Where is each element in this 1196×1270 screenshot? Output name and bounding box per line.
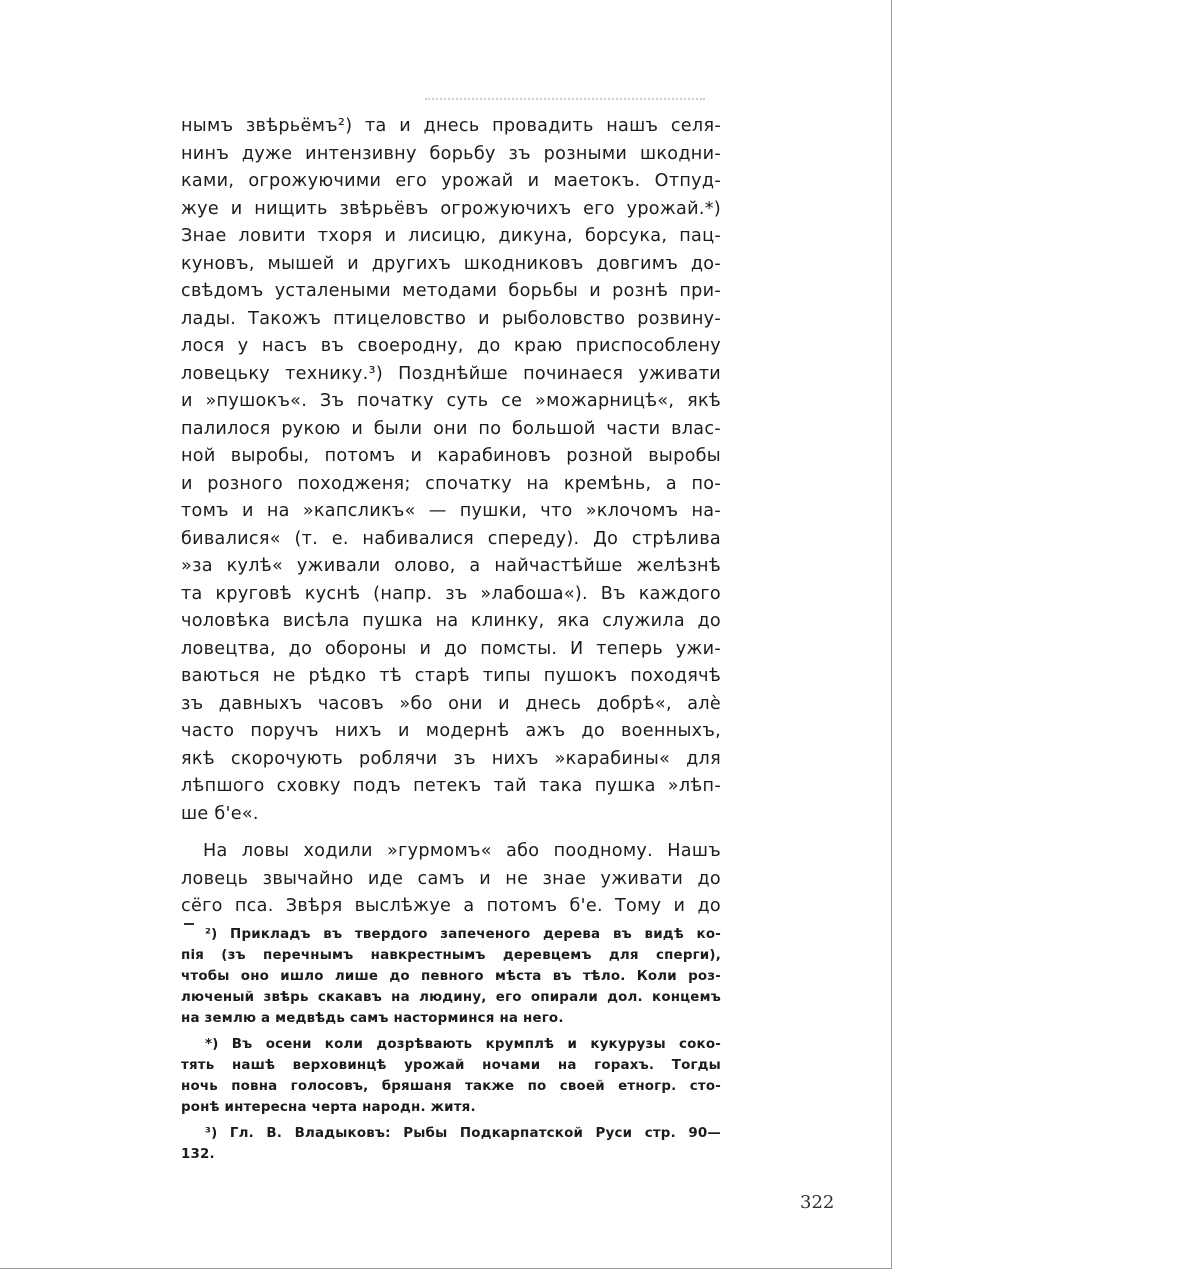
text-line: палилося рукою и были они по большой части влас- [181,418,721,439]
footnote-line: *) Въ осени коли дозрѣвають крумплѣ и кукурузы соко- [205,1037,721,1052]
text-line: и »пушокъ«. Зъ початку суть се »можарницѣ«, якѣ [181,391,721,411]
footnote-line: ронѣ интересна черта народн. житя. [181,1100,476,1115]
text-line: куновъ, мышей и другихъ шкодниковъ довгимъ до- [181,253,721,274]
text-line: ваються не рѣдко тѣ старѣ типы пушокъ походячѣ [181,666,721,686]
text-line: ловецьку технику.³) Позднѣйше починаеся уживати [181,363,721,384]
text-line: та круговѣ куснѣ (напр. зъ »лабоша«). Въ каждого [181,583,721,604]
text-line: якѣ скорочують роблячи зъ нихъ »карабины« для [181,748,721,769]
footnote-line: тять нашѣ верховинцѣ урожай ночами на горахъ. Тогды [181,1058,721,1073]
text-line: »за кулѣ« уживали олово, а найчастѣйше желѣзнѣ [181,556,721,576]
footnote-line: пія (зъ перечнымъ навкрестнымъ деревцемъ для сперги), [181,948,721,963]
text-line: лады. Такожъ птицеловство и рыболовство розвину- [181,308,721,329]
footnote-line: 132. [181,1147,215,1162]
text-line: На ловы ходили »гурмомъ« або поодному. Нашъ [203,841,721,861]
page-number: 322 [800,1192,835,1213]
main-text [181,113,721,921]
text-line: ше б'е«. [181,803,259,824]
text-line: томъ и на »капсликъ« — пушки, что »клочомъ на- [181,501,721,521]
footnote-line: ³) Гл. В. Владыковъ: Рыбы Подкарпатской Руси стр. 90— [205,1126,721,1141]
text-line: и розного походженя; спочатку на кремѣнь, а по- [181,473,721,494]
text-line: Знае ловити тхоря и лисицю, дикуна, борсука, пац- [181,226,721,246]
footnote-line: ночь повна голосовъ, бряшаня также по своей етногр. сто- [181,1079,721,1094]
text-line: жуе и нищить звѣрьёвъ огрожуючихъ его урожай.*) [181,198,721,219]
footnote-line: на землю а медвѣдь самъ насторминся на него. [181,1011,564,1026]
text-line: лѣпшого сховку подъ петекъ тай така пушка »лѣп- [181,776,721,796]
text-line: нымъ звѣрьёмъ²) та и днесь провадить нашъ селя- [181,116,721,136]
footnote-line: чтобы оно ишло лише до певного мѣста въ тѣло. Коли роз- [181,969,721,984]
footnotes [181,924,721,1165]
text-line: чоловѣка висѣла пушка на клинку, яка служила до [181,611,721,631]
text-line: бивалися« (т. е. набивалися спереду). До стрѣлива [181,528,721,549]
text-line: лося у насъ въ своеродну, до краю приспособлену [181,336,721,356]
text-line: часто поручъ нихъ и модернѣ ажъ до военныхъ, [181,721,721,741]
text-line: сёго пса. Звѣря выслѣжуе а потомъ б'е. Тому и до [181,896,721,916]
text-line: ками, огрожуючими его урожай и маетокъ. Отпуд- [181,171,721,191]
footnote-line: ²) Прикладъ въ твердого запеченого дерева въ видѣ ко- [205,927,721,942]
text-line: ловець звычайно иде самъ и не знае уживати до [181,868,721,889]
text-line: ной выробы, потомъ и карабиновъ розной выробы [181,446,721,466]
text-line: зъ давныхъ часовъ »бо они и днесь добрѣ«, алѐ [181,693,721,714]
footnote-line: люченый звѣрь скакавъ на людину, его опирали дол. концемъ [181,990,721,1005]
text-line: свѣдомъ усталеными методами борьбы и рознѣ при- [181,281,721,301]
text-line: ловецтва, до обороны и до помсты. И теперь ужи- [181,638,721,659]
scan-artifact [425,98,705,110]
text-line: нинъ дуже интензивну борьбу зъ розными шкодни- [181,143,721,164]
